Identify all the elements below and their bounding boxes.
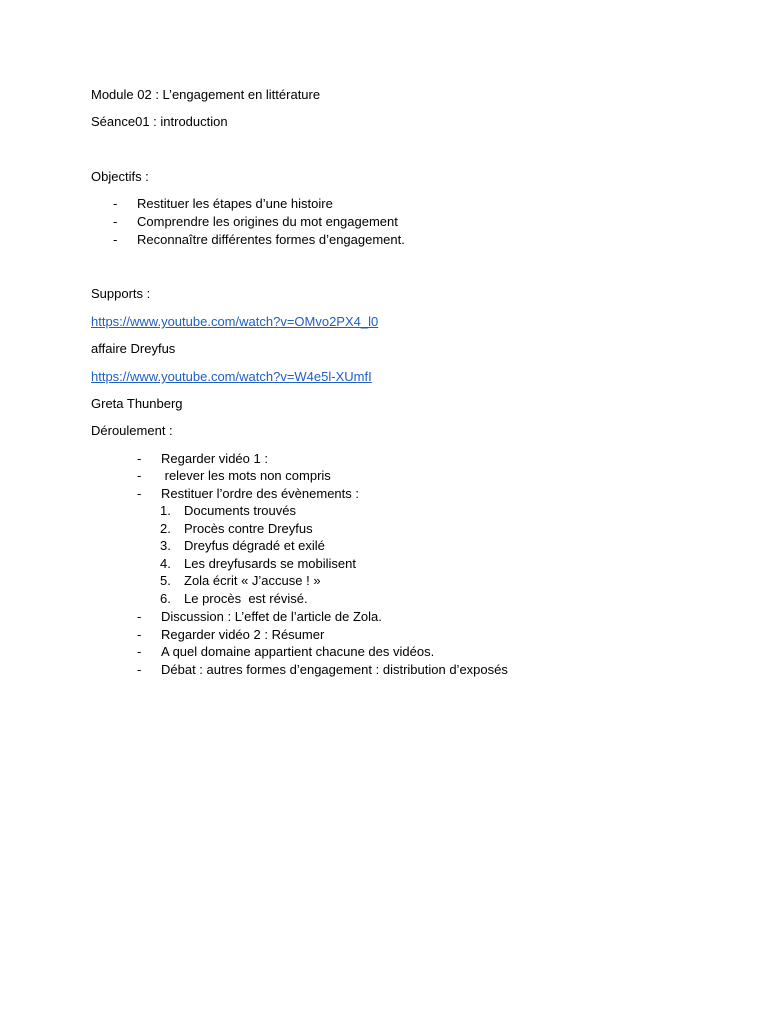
list-item bbox=[137, 626, 577, 643]
link-label-thunberg: Greta Thunberg bbox=[91, 396, 183, 411]
numbered-item bbox=[160, 537, 560, 554]
list-item bbox=[137, 450, 557, 467]
bullet-dash: - bbox=[137, 486, 142, 501]
bullet-dash: - bbox=[137, 468, 142, 483]
item-number: 5. bbox=[160, 573, 171, 588]
list-item-text: Comprendre les origines du mot engagement bbox=[137, 214, 398, 229]
numbered-item bbox=[160, 520, 560, 537]
bullet-dash: - bbox=[137, 662, 142, 677]
numbered-item bbox=[160, 590, 560, 607]
list-item bbox=[113, 213, 533, 230]
item-number: 2. bbox=[160, 521, 171, 536]
list-item bbox=[137, 485, 557, 502]
list-item bbox=[137, 608, 577, 625]
numbered-item bbox=[160, 502, 560, 519]
deroulement-heading: Déroulement : bbox=[91, 423, 173, 438]
item-number: 6. bbox=[160, 591, 171, 606]
list-item bbox=[137, 661, 577, 678]
supports-heading: Supports : bbox=[91, 286, 151, 301]
item-number: 3. bbox=[160, 538, 171, 553]
list-item-text: Reconnaître différentes formes d’engagement. bbox=[137, 232, 405, 247]
item-number: 4. bbox=[160, 556, 171, 571]
youtube-link-thunberg[interactable]: https://www.youtube.com/watch?v=W4e5l-XUmfI bbox=[91, 369, 372, 384]
list-item-text: relever les mots non compris bbox=[161, 468, 331, 483]
numbered-item-text: Documents trouvés bbox=[184, 503, 296, 518]
list-item-text: Discussion : L’effet de l’article de Zola. bbox=[161, 609, 382, 624]
bullet-dash: - bbox=[137, 609, 142, 624]
list-item-text: Restituer les étapes d’une histoire bbox=[137, 196, 333, 211]
numbered-item-text: Dreyfus dégradé et exilé bbox=[184, 538, 325, 553]
link-label-dreyfus: affaire Dreyfus bbox=[91, 341, 176, 356]
list-item bbox=[113, 195, 533, 212]
bullet-dash: - bbox=[113, 214, 118, 229]
numbered-item-text: Procès contre Dreyfus bbox=[184, 521, 313, 536]
numbered-item-text: Le procès est révisé. bbox=[184, 591, 308, 606]
list-item bbox=[113, 231, 533, 248]
module-title: Module 02 : L’engagement en littérature bbox=[91, 87, 321, 102]
objectifs-heading: Objectifs : bbox=[91, 169, 149, 184]
youtube-link-dreyfus[interactable]: https://www.youtube.com/watch?v=OMvo2PX4_l0 bbox=[91, 314, 379, 329]
bullet-dash: - bbox=[113, 232, 118, 247]
list-item bbox=[137, 467, 557, 484]
list-item-text: Regarder vidéo 1 : bbox=[161, 451, 268, 466]
bullet-dash: - bbox=[137, 627, 142, 642]
list-item-text: Restituer l’ordre des évènements : bbox=[161, 486, 359, 501]
list-item-text: Regarder vidéo 2 : Résumer bbox=[161, 627, 325, 642]
list-item bbox=[137, 643, 577, 660]
list-item-text: A quel domaine appartient chacune des vidéos. bbox=[161, 644, 435, 659]
bullet-dash: - bbox=[137, 644, 142, 659]
bullet-dash: - bbox=[113, 196, 118, 211]
numbered-item-text: Zola écrit « J’accuse ! » bbox=[184, 573, 321, 588]
numbered-item bbox=[160, 572, 560, 589]
list-item-text: Débat : autres formes d’engagement : distribution d’exposés bbox=[161, 662, 508, 677]
numbered-item-text: Les dreyfusards se mobilisent bbox=[184, 556, 356, 571]
seance-title: Séance01 : introduction bbox=[91, 114, 228, 129]
item-number: 1. bbox=[160, 503, 171, 518]
bullet-dash: - bbox=[137, 451, 142, 466]
numbered-item bbox=[160, 555, 560, 572]
